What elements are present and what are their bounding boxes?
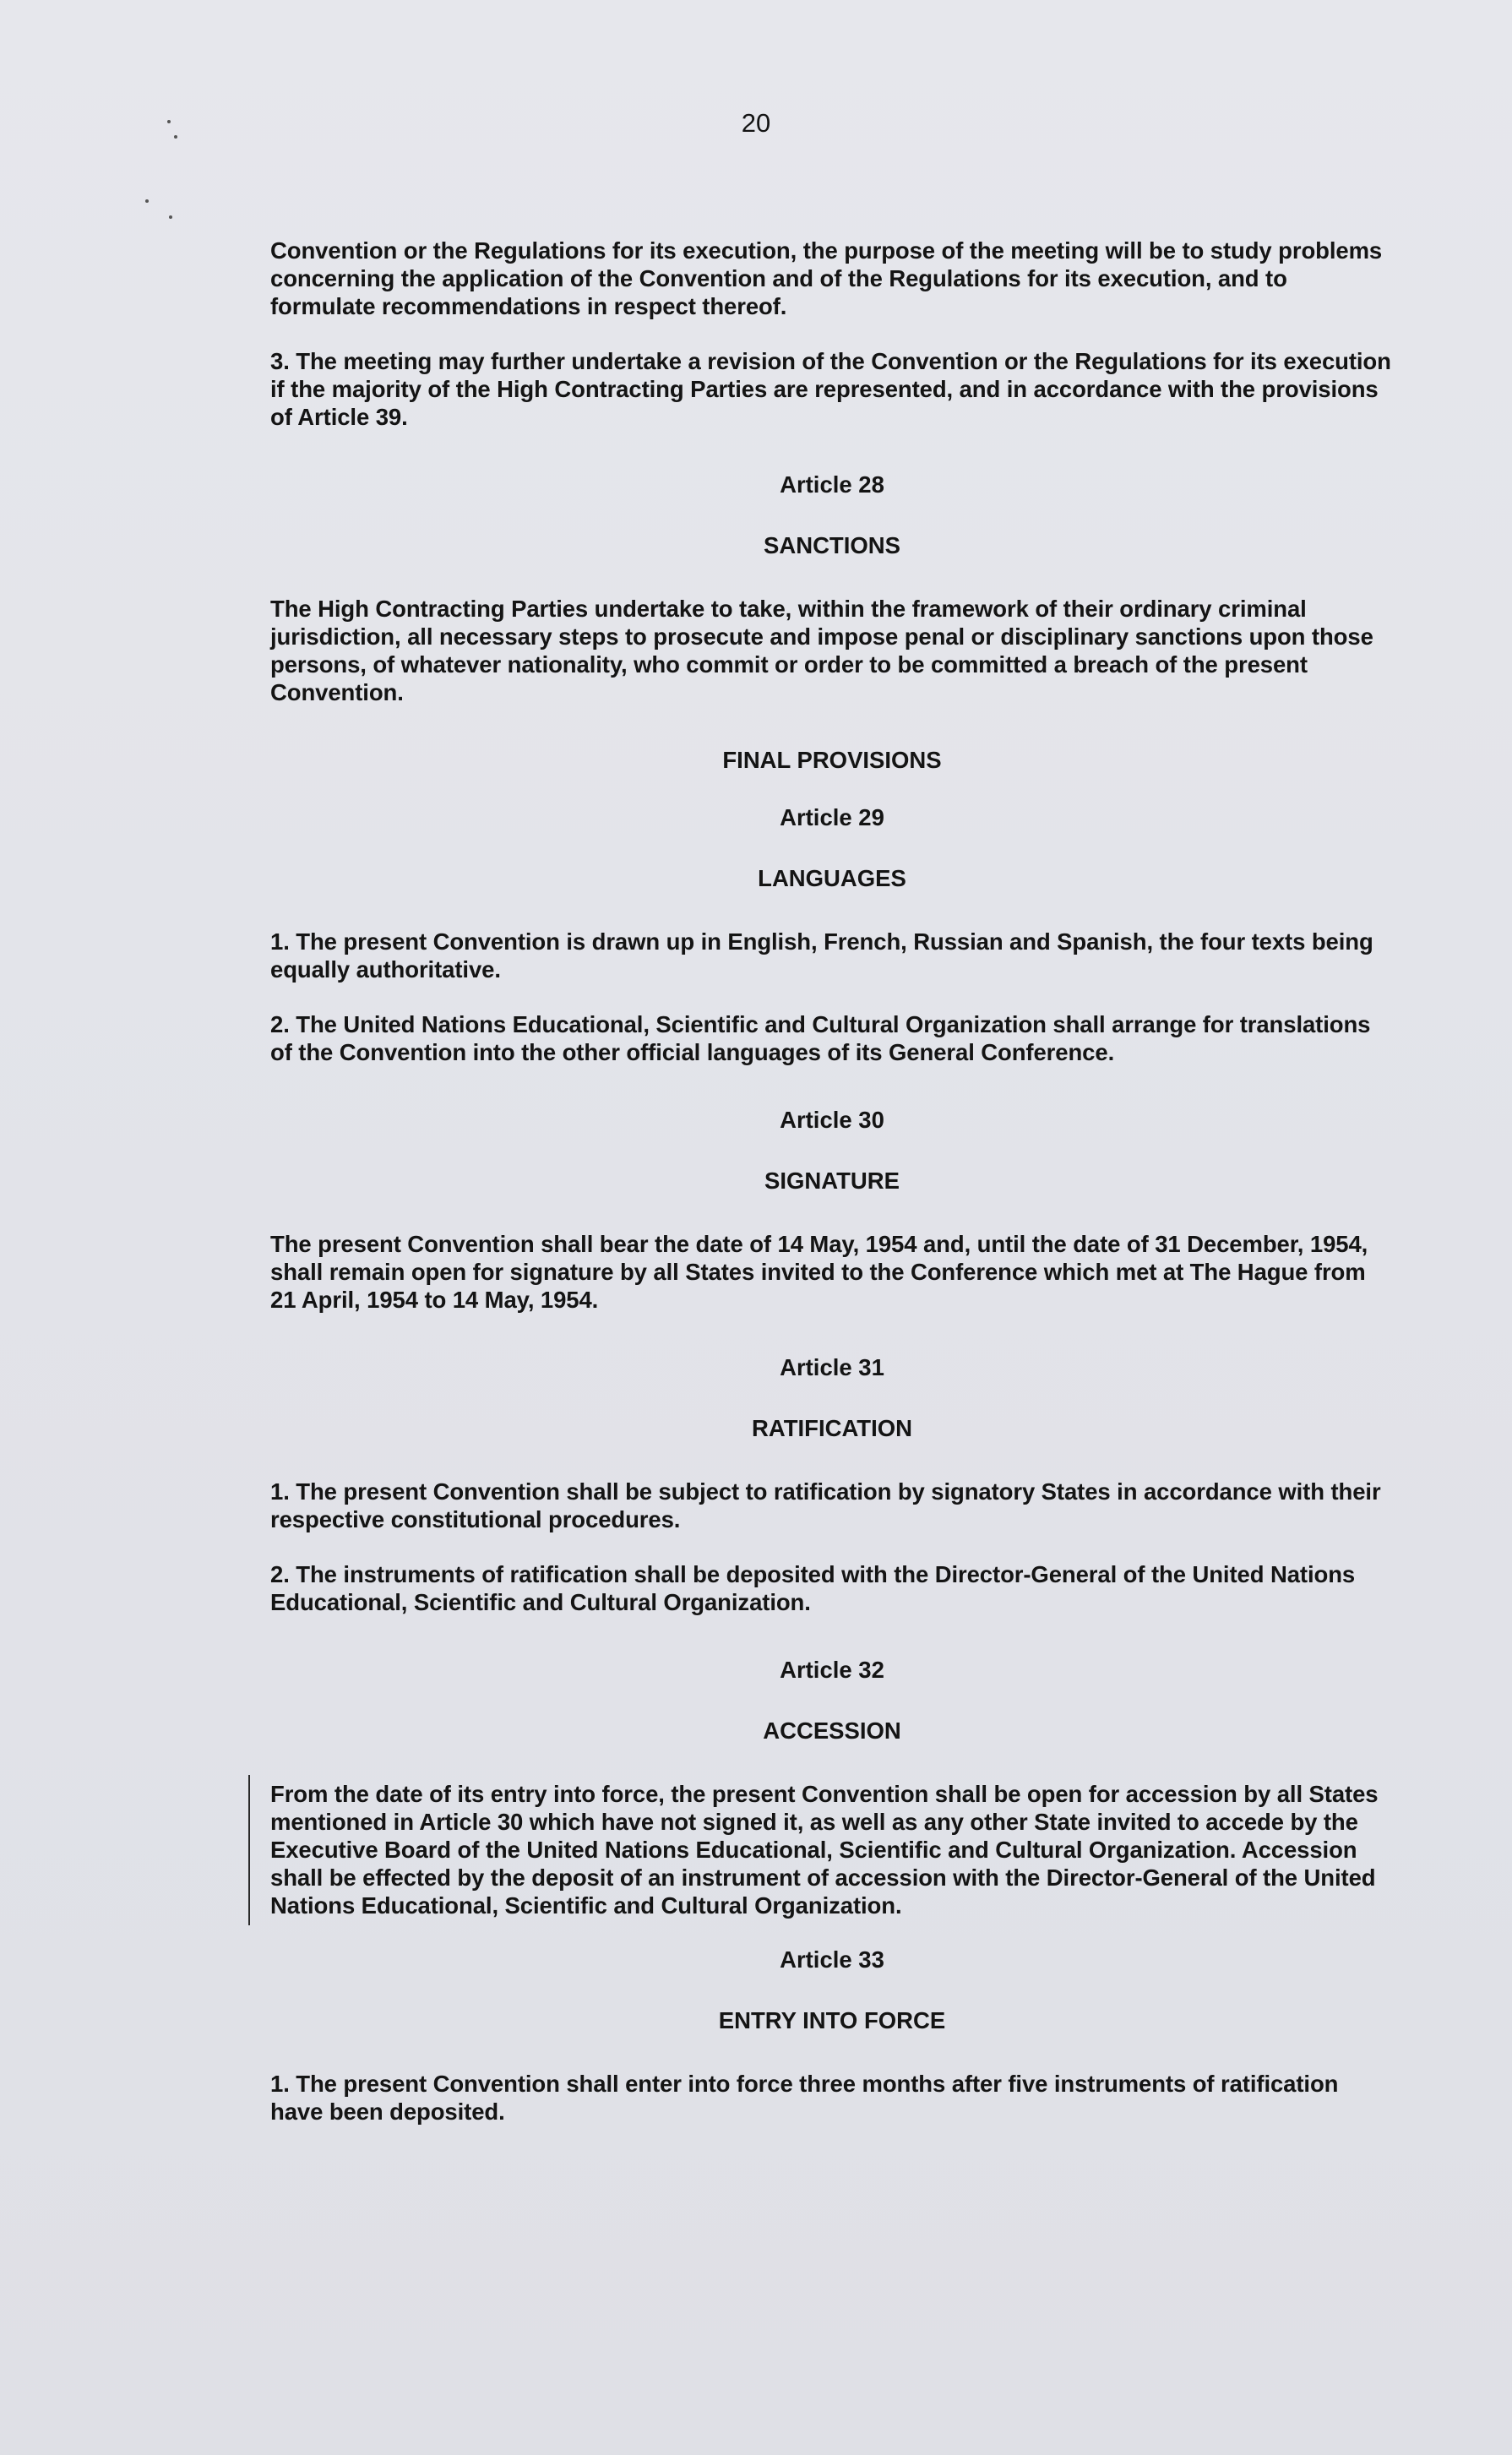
article-29-paragraph-1: 1. The present Convention is drawn up in English, French, Russian and Spanish, the four texts being equally authoritative. (270, 928, 1373, 983)
scan-speck (145, 199, 149, 203)
page-number: 20 (741, 108, 771, 138)
article-33-title: ENTRY INTO FORCE (718, 2007, 946, 2033)
article-32-heading: Article 32 (780, 1657, 884, 1683)
article-30-text: The present Convention shall bear the date of 14 May, 1954 and, until the date of 31 December, 1954, shall remain open for signature by all States invited to the Conference which met at The Hague from 21 April, 1954 to 14 May, 1954. (270, 1231, 1368, 1313)
article-31-paragraph-1: 1. The present Convention shall be subject to ratification by signatory States in accordance with their respective constitutional procedures. (270, 1478, 1381, 1532)
article-32-text: From the date of its entry into force, the present Convention shall be open for accession by all States mentioned in Article 30 which have not signed it, as well as any other State invited to accede by the Executive Board of the United Nations Educational, Scientific and Cultural Organization. Accession shall be effected by the deposit of an instrument of accession with the Director-General of the United Nations Educational, Scientific and Cultural Organization. (270, 1781, 1379, 1919)
final-provisions-heading: FINAL PROVISIONS (722, 747, 942, 773)
article-29-paragraph-2: 2. The United Nations Educational, Scientific and Cultural Organization shall arrange for translations of the Convention into the other official languages of its General Conference. (270, 1011, 1371, 1065)
document-body (270, 237, 1394, 2153)
scan-speck (169, 215, 172, 219)
article-29-heading: Article 29 (780, 804, 884, 830)
article-33-paragraph-1: 1. The present Convention shall enter into force three months after five instruments of ratification have been deposited. (270, 2071, 1339, 2125)
article-29-title: LANGUAGES (758, 865, 906, 891)
article-30-title: SIGNATURE (764, 1168, 900, 1194)
margin-change-bar (248, 1775, 250, 1925)
article-32-title: ACCESSION (763, 1717, 901, 1744)
article-28-text: The High Contracting Parties undertake to take, within the framework of their ordinary criminal jurisdiction, all necessary steps to prosecute and impose penal or disciplinary sanctions upon those persons, of whatever nationality, who commit or order to be committed a breach of the present Convention. (270, 596, 1373, 705)
article-31-heading: Article 31 (780, 1354, 884, 1380)
article-30-heading: Article 30 (780, 1107, 884, 1133)
paragraph-meeting-purpose: Convention or the Regulations for its execution, the purpose of the meeting will be to study problems concerning the application of the Convention and of the Regulations for its execution, and to formulate recommendations in respect thereof. (270, 237, 1383, 319)
article-28-heading: Article 28 (780, 471, 884, 498)
article-31-title: RATIFICATION (752, 1415, 912, 1441)
article-32-text-wrapper (270, 1780, 1394, 1919)
article-28-title: SANCTIONS (764, 532, 900, 558)
article-33-heading: Article 33 (780, 1946, 884, 1973)
paragraph-meeting-revision: 3. The meeting may further undertake a revision of the Convention or the Regulations for its execution if the majority of the High Contracting Parties are represented, and in accordance with the provisions of Article 39. (270, 348, 1391, 430)
article-31-paragraph-2: 2. The instruments of ratification shall be deposited with the Director-General of the United Nations Educational, Scientific and Cultural Organization. (270, 1561, 1356, 1615)
